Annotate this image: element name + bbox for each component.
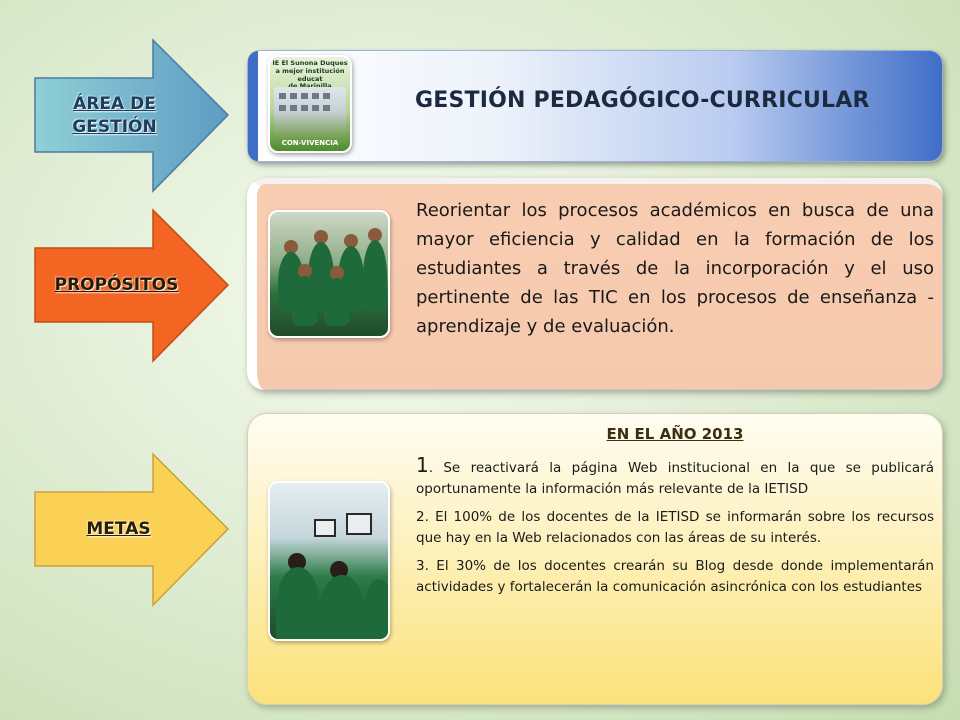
metas-label: METAS bbox=[86, 519, 151, 540]
area-label-line1: ÁREA DE bbox=[73, 93, 156, 114]
window bbox=[279, 105, 286, 111]
window bbox=[301, 105, 308, 111]
meta-text: . El 30% de los docentes crearán su Blog desde donde implementarán actividades y fortalecerán la comunicación asincrónica con los estudiantes bbox=[416, 558, 934, 595]
meta-text: . El 100% de los docentes de la IETISD se informarán sobre los recursos que hay en la Web relacionados con las áreas de su interés. bbox=[416, 509, 934, 546]
window bbox=[323, 93, 330, 99]
logo-text-line1: IE El Sunona Duques bbox=[272, 59, 348, 67]
propositos-arrow bbox=[33, 208, 233, 363]
propositos-label: PROPÓSITOS bbox=[54, 275, 179, 296]
metas-arrow bbox=[33, 452, 233, 607]
logo-text-line2: a mejor institución educat bbox=[275, 66, 345, 83]
window bbox=[323, 105, 330, 111]
meta-item bbox=[416, 556, 934, 597]
student bbox=[364, 579, 390, 641]
meta-number: 3 bbox=[416, 558, 425, 574]
window bbox=[312, 93, 319, 99]
window bbox=[312, 105, 319, 111]
meta-number: 1 bbox=[416, 453, 429, 477]
school-building-image bbox=[274, 87, 346, 137]
student bbox=[320, 575, 364, 641]
student bbox=[292, 276, 318, 326]
meta-item bbox=[416, 507, 934, 548]
area-de-gestion-label bbox=[33, 38, 188, 193]
metas-list bbox=[416, 455, 934, 605]
school-logo bbox=[268, 55, 352, 153]
student bbox=[324, 278, 350, 326]
student bbox=[276, 567, 320, 641]
meta-item bbox=[416, 455, 934, 499]
area-label-line2: GESTIÓN bbox=[72, 116, 157, 137]
monitor bbox=[346, 513, 372, 535]
metas-heading: EN EL AÑO 2013 bbox=[606, 425, 744, 443]
area-de-gestion-arrow bbox=[33, 38, 233, 193]
computer-lab-photo bbox=[268, 481, 390, 641]
page-title: GESTIÓN PEDAGÓGICO-CURRICULAR bbox=[415, 88, 870, 113]
logo-footer: CON-VIVENCIA bbox=[281, 139, 339, 147]
meta-number: 2 bbox=[416, 509, 425, 525]
monitor bbox=[314, 519, 336, 537]
window bbox=[290, 105, 297, 111]
window bbox=[301, 93, 308, 99]
proposito-text: Reorientar los procesos académicos en busca de una mayor eficiencia y calidad en la formación de los estudiantes a través de la incorporación y el uso pertinente de las TIC en los procesos de enseñanza - aprendizaje y de evaluación. bbox=[416, 200, 934, 337]
student bbox=[363, 240, 387, 312]
window bbox=[290, 93, 297, 99]
meta-text: . Se reactivará la página Web institucional en la que se publicará oportunamente la información más relevante de la IETISD bbox=[416, 460, 934, 497]
window bbox=[279, 93, 286, 99]
students-photo bbox=[268, 210, 390, 338]
